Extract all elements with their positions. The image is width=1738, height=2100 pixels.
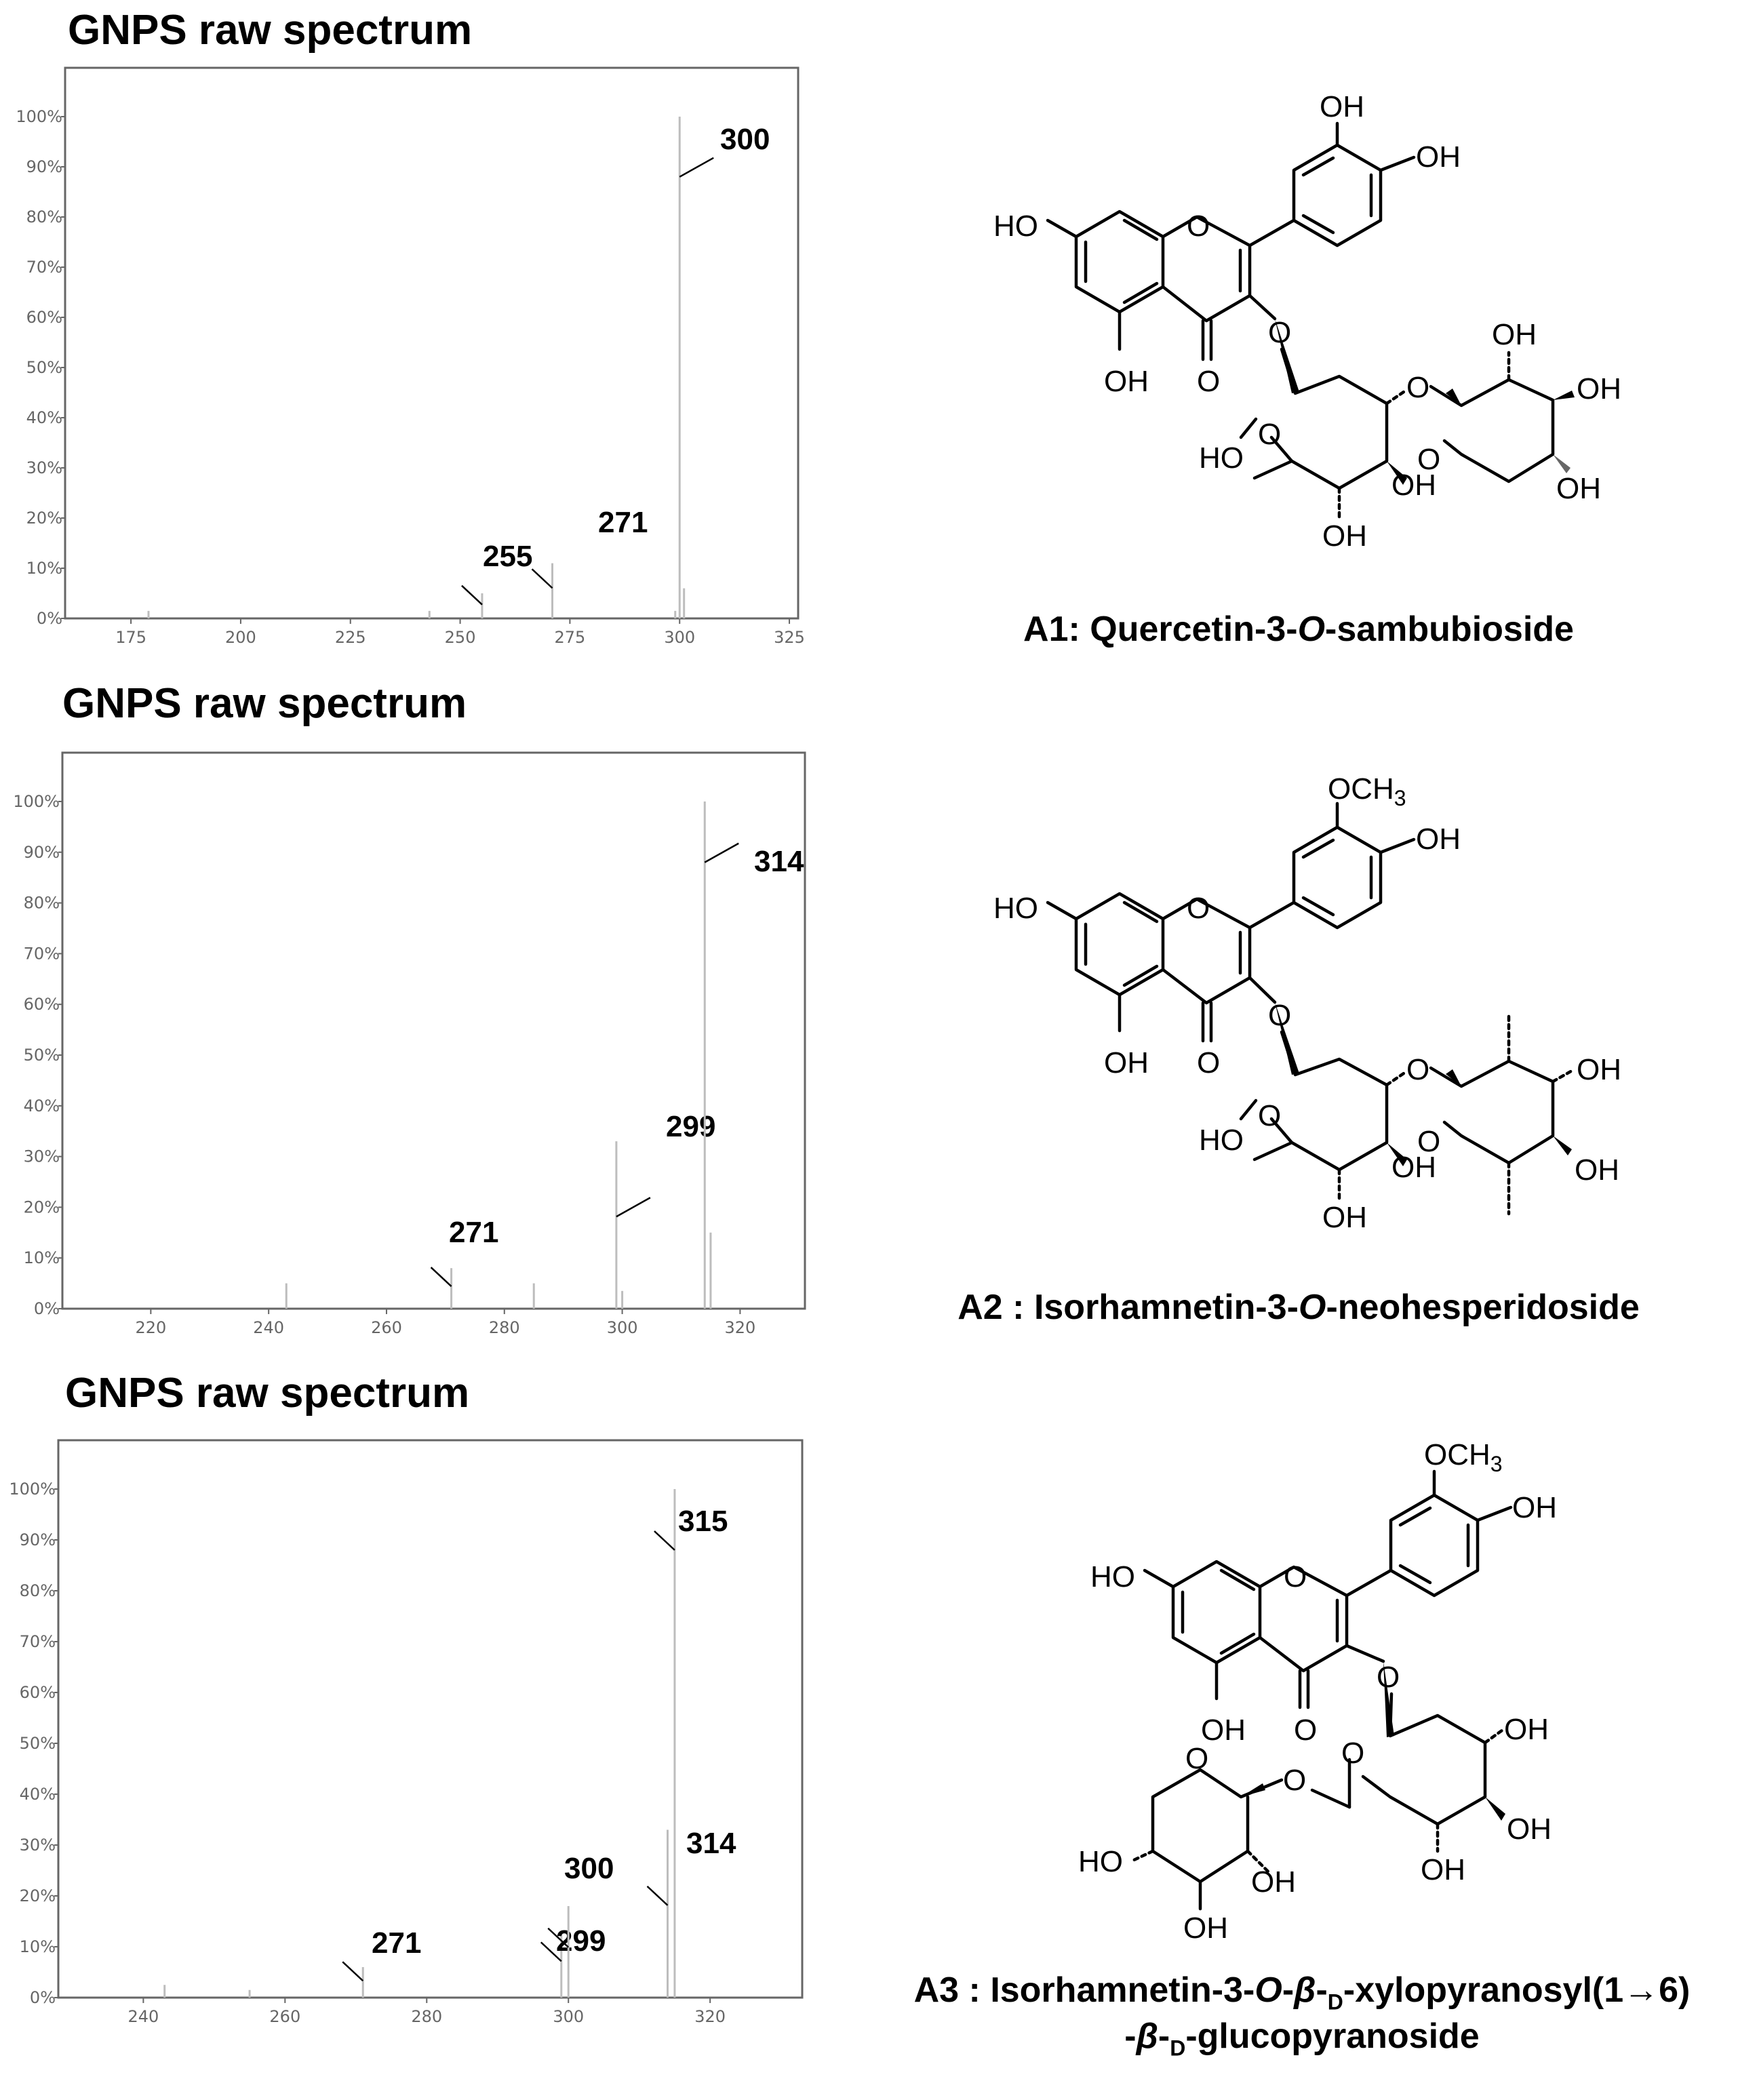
- x-tick-label: 280: [488, 1318, 520, 1337]
- y-tick-label: 50%: [19, 1734, 56, 1753]
- y-tick-label: 80%: [26, 207, 62, 226]
- x-tick-label: 280: [411, 2007, 443, 2026]
- caption-line-2: $-\beta-_D$-glucopyranoside: [1124, 2017, 1480, 2061]
- y-tick-label: 70%: [19, 1632, 56, 1651]
- atom-label: OH: [1322, 1201, 1367, 1234]
- spectrum-title-1: GNPS raw spectrum: [68, 7, 473, 54]
- atom-label: HO: [1078, 1845, 1123, 1878]
- caption-italic-o: O: [1297, 610, 1326, 649]
- atom-label: OH: [1512, 1491, 1557, 1524]
- x-tick-label: 220: [135, 1318, 167, 1337]
- x-tick-label: 225: [334, 628, 366, 647]
- y-tick-label: 0%: [33, 1299, 60, 1318]
- atom-label: O: [1187, 210, 1210, 243]
- caption-name-part: -neohesperidoside: [1326, 1288, 1640, 1327]
- peak-label: 315: [678, 1505, 728, 1538]
- x-tick-label: 320: [694, 2007, 726, 2026]
- y-tick-label: 90%: [23, 842, 60, 862]
- x-tick-label: 240: [253, 1318, 285, 1337]
- y-tick-label: 100%: [9, 1480, 56, 1499]
- spectrum-title-3: GNPS raw spectrum: [65, 1370, 470, 1416]
- atom-label: O: [1417, 443, 1441, 476]
- peak-label: 300: [564, 1852, 614, 1885]
- caption-line-1: A3 : Isorhamnetin-$3-O-\beta-_D-xylopyranosyl(1\to 6)$: [913, 1970, 1691, 2015]
- atom-label: O: [1258, 418, 1282, 451]
- y-tick-label: 90%: [26, 157, 62, 176]
- y-tick-label: 40%: [19, 1785, 56, 1804]
- peak-label: 255: [483, 540, 533, 573]
- y-tick-label: 80%: [23, 893, 60, 913]
- atom-label: OH: [1104, 1046, 1149, 1079]
- y-tick-label: 80%: [19, 1581, 56, 1600]
- y-tick-label: 70%: [26, 258, 62, 277]
- atom-label: $OCH_3$: [1424, 1438, 1503, 1476]
- atom-label: OH: [1504, 1713, 1549, 1746]
- atom-label: OH: [1577, 372, 1621, 405]
- peak-label: 314: [754, 845, 804, 878]
- atom-label: O: [1187, 892, 1210, 925]
- y-tick-label: 30%: [23, 1147, 60, 1166]
- y-tick-label: 30%: [26, 458, 62, 477]
- x-tick-label: 325: [774, 628, 805, 647]
- atom-label: OH: [1507, 1812, 1552, 1846]
- atom-label: O: [1197, 365, 1221, 398]
- peak-label: 271: [449, 1216, 499, 1249]
- atom-label: HO: [993, 892, 1038, 925]
- caption-code: A1: [1023, 610, 1069, 649]
- x-tick-label: 175: [115, 628, 147, 647]
- peak-label: 314: [686, 1827, 736, 1860]
- atom-label: O: [1284, 1560, 1307, 1593]
- peak-label: 299: [556, 1924, 606, 1958]
- atom-label: OH: [1104, 365, 1149, 398]
- x-tick-label: 260: [269, 2007, 301, 2026]
- atom-label: O: [1406, 371, 1430, 404]
- atom-label: O: [1377, 1661, 1400, 1694]
- atom-label: HO: [1090, 1560, 1135, 1593]
- atom-label: OH: [1575, 1153, 1619, 1187]
- y-tick-label: 10%: [19, 1937, 56, 1956]
- caption-name-part: -sambubioside: [1325, 610, 1574, 649]
- atom-label: OH: [1391, 469, 1436, 502]
- atom-label: OH: [1391, 1151, 1436, 1184]
- caption-separator: :: [1002, 1288, 1034, 1327]
- atom-label: O: [1258, 1099, 1282, 1132]
- caption-a3: [875, 1969, 1729, 2062]
- atom-label: O: [1417, 1125, 1441, 1158]
- atom-label: O: [1197, 1046, 1221, 1079]
- y-tick-label: 40%: [26, 408, 62, 427]
- y-tick-label: 50%: [23, 1046, 60, 1065]
- x-tick-label: 300: [606, 1318, 638, 1337]
- y-tick-label: 0%: [29, 1988, 56, 2007]
- atom-label: OH: [1251, 1865, 1296, 1899]
- atom-label: $OCH_3$: [1328, 772, 1406, 810]
- atom-label: OH: [1320, 90, 1364, 123]
- caption-italic-o: O: [1299, 1288, 1326, 1327]
- atom-label: OH: [1556, 472, 1601, 505]
- atom-label: HO: [993, 210, 1038, 243]
- atom-label: OH: [1416, 823, 1461, 856]
- y-tick-label: 100%: [13, 792, 60, 811]
- y-tick-label: 60%: [23, 995, 60, 1014]
- x-tick-label: 200: [225, 628, 256, 647]
- y-tick-label: 60%: [26, 308, 62, 327]
- x-tick-label: 300: [553, 2007, 585, 2026]
- peak-label: 300: [720, 123, 770, 156]
- y-tick-label: 10%: [23, 1248, 60, 1268]
- atom-label: OH: [1577, 1053, 1621, 1086]
- atom-label: O: [1268, 999, 1292, 1032]
- x-tick-label: 240: [127, 2007, 159, 2026]
- atom-label: HO: [1199, 441, 1244, 475]
- caption-name-part: Isorhamnetin-3-: [1033, 1288, 1299, 1327]
- peak-label: 299: [666, 1110, 716, 1143]
- atom-label: O: [1341, 1737, 1365, 1770]
- x-tick-label: 275: [554, 628, 586, 647]
- atom-label: OH: [1421, 1853, 1465, 1886]
- spectrum-title-2: GNPS raw spectrum: [62, 680, 467, 727]
- atom-label: O: [1283, 1764, 1307, 1797]
- y-tick-label: 70%: [23, 944, 60, 964]
- x-tick-label: 300: [664, 628, 696, 647]
- x-tick-label: 320: [724, 1318, 756, 1337]
- y-tick-label: 20%: [23, 1197, 60, 1217]
- y-tick-label: 60%: [19, 1683, 56, 1702]
- caption-separator: :: [1068, 610, 1090, 649]
- x-tick-label: 250: [444, 628, 476, 647]
- y-tick-label: 40%: [23, 1096, 60, 1115]
- atom-label: OH: [1201, 1713, 1246, 1747]
- atom-label: O: [1268, 316, 1292, 349]
- y-tick-label: 20%: [19, 1886, 56, 1905]
- y-tick-label: 50%: [26, 358, 62, 377]
- y-tick-label: 10%: [26, 559, 62, 578]
- peak-label: 271: [598, 506, 648, 539]
- atom-label: O: [1294, 1713, 1318, 1747]
- y-tick-label: 0%: [36, 609, 62, 628]
- caption-name-part: Quercetin-3-: [1090, 610, 1298, 649]
- y-tick-label: 30%: [19, 1836, 56, 1855]
- y-tick-label: 100%: [16, 107, 62, 126]
- atom-label: O: [1185, 1742, 1209, 1775]
- peak-label: 271: [372, 1926, 422, 1960]
- atom-label: OH: [1416, 140, 1461, 174]
- atom-label: OH: [1322, 519, 1367, 553]
- atom-label: OH: [1183, 1911, 1228, 1945]
- atom-label: O: [1406, 1053, 1430, 1086]
- caption-code: A2: [957, 1288, 1003, 1327]
- y-tick-label: 90%: [19, 1530, 56, 1549]
- atom-label: HO: [1199, 1124, 1244, 1157]
- x-tick-label: 260: [371, 1318, 402, 1337]
- y-tick-label: 20%: [26, 509, 62, 528]
- atom-label: OH: [1492, 318, 1537, 351]
